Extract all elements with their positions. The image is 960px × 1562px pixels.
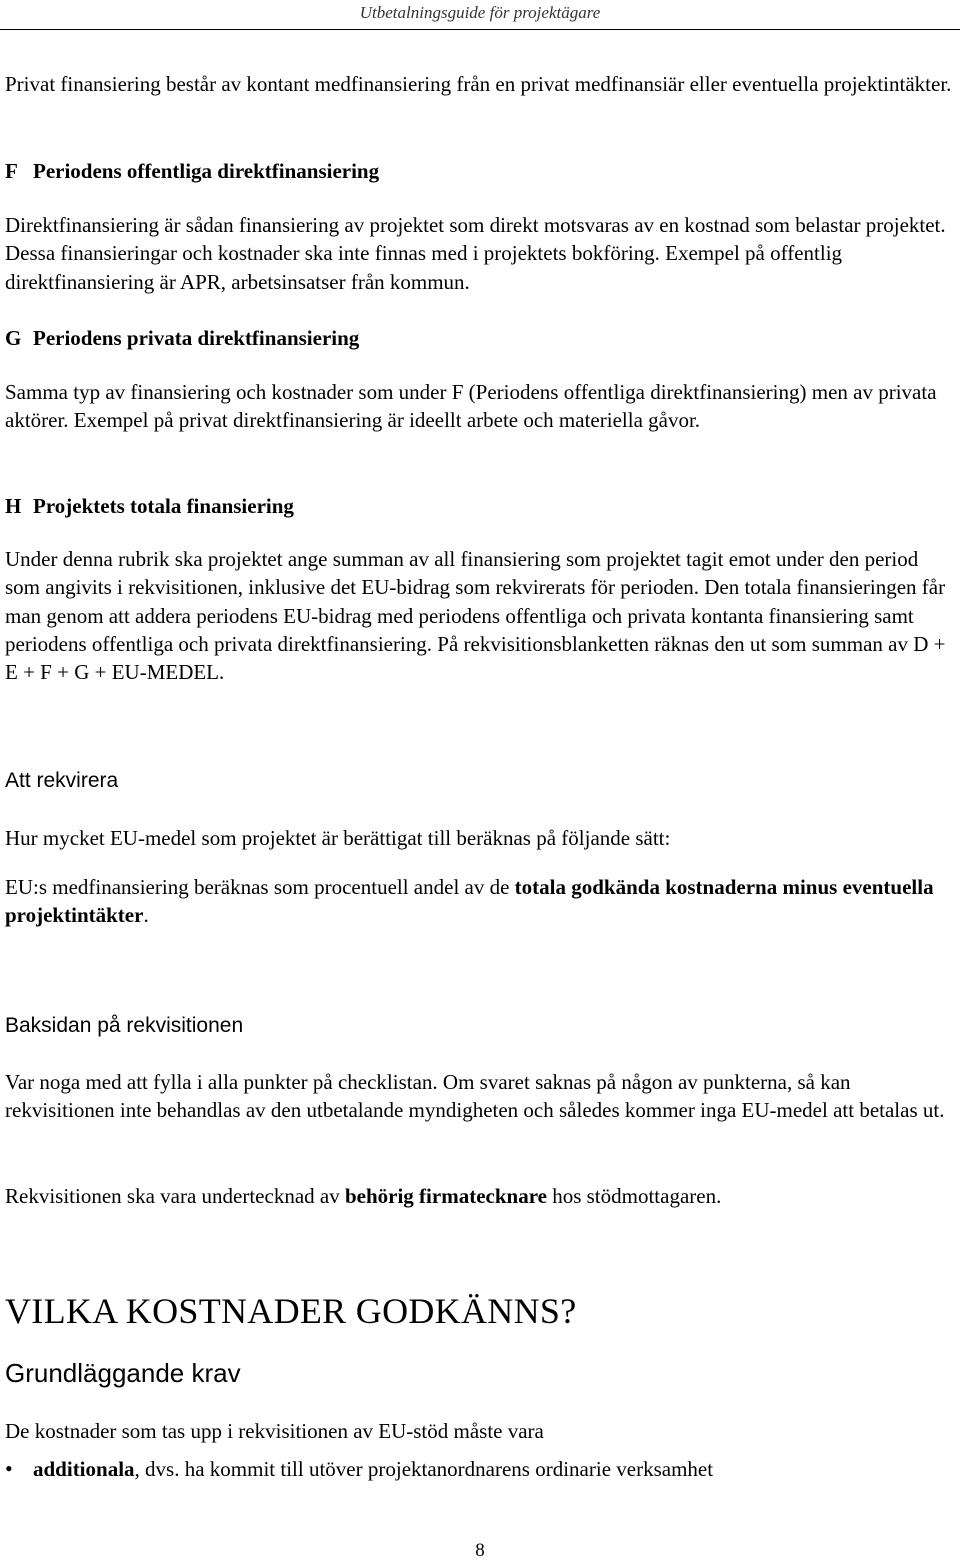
att-rekvirera-heading: Att rekvirera (5, 769, 119, 792)
section-f-title: Periodens offentliga direktfinansiering (33, 159, 380, 183)
att-rekvirera-p2-post: . (143, 903, 149, 928)
section-h-letter: H (5, 494, 22, 518)
page-header (0, 0, 960, 30)
section-f-heading (5, 157, 955, 185)
att-rekvirera-p2-pre: EU:s medfinansiering beräknas som procentuell andel av de (5, 875, 515, 899)
page-number: 8 (475, 1540, 485, 1561)
baksidan-p2-bold: behörig firmatecknare (344, 1184, 547, 1208)
section-h-body: Under denna rubrik ska projektet ange summan av all finansiering som projektet tagit emot under den period som angivits i rekvisitionen, inklusive det EU-bidrag som rekvirerats för perioden. Den totala finansieringen får man genom att addera periodens EU-bidrag med periodens offentliga och privata kontanta finansiering samt periodens offentliga och privata direktfinansiering. På rekvisitionsblanketten räknas den ut som summan av D + E + F + G + EU-MEDEL. (5, 547, 946, 685)
baksidan-heading: Baksidan på rekvisitionen (5, 1014, 244, 1037)
intro-paragraph: Privat finansiering består av kontant medfinansiering från en privat medfinansiär eller eventuella projektintäkter. (5, 72, 952, 96)
grundlaggande-heading: Grundläggande krav (5, 1358, 241, 1388)
list-item-rest: , dvs. ha kommit till utöver projektanordnarens ordinarie verksamhet (134, 1457, 714, 1481)
baksidan-p2 (5, 1182, 955, 1210)
list-item (5, 1455, 955, 1483)
section-h-heading (5, 492, 955, 520)
att-rekvirera-p1: Hur mycket EU-medel som projektet är berättigat till beräknas på följande sätt: (5, 826, 671, 850)
section-f-body: Direktfinansiering är sådan finansiering av projektet som direkt motsvaras av en kostnad som belastar projektet. Dessa finansieringar och kostnader ska inte finnas med i projektets bokföring. Exempel på offentlig direktfinansiering är APR, arbetsinsatser från kommun. (5, 213, 946, 294)
att-rekvirera-p2-bold: totala godkända kostnaderna minus eventuella projektintäkter (5, 875, 934, 928)
section-g-heading (5, 324, 955, 352)
baksidan-p1: Var noga med att fylla i alla punkter på checklistan. Om svaret saknas på någon av punkterna, så kan rekvisitionen inte behandlas av den utbetalande myndigheten och således kommer inga EU-medel att betalas ut. (5, 1070, 945, 1123)
list-item-bold: additionala (33, 1457, 135, 1481)
section-g-letter: G (5, 326, 22, 350)
vilka-intro: De kostnader som tas upp i rekvisitionen av EU-stöd måste vara (5, 1419, 544, 1443)
bullet-icon: • (5, 1456, 13, 1481)
vilka-heading: VILKA KOSTNADER GODKÄNNS? (5, 1291, 577, 1331)
baksidan-p2-post: hos stödmottagaren. (546, 1184, 722, 1208)
section-g-title: Periodens privata direktfinansiering (33, 326, 360, 350)
baksidan-p2-pre: Rekvisitionen ska vara undertecknad av (5, 1184, 345, 1208)
section-f-letter: F (5, 159, 18, 183)
header-title: Utbetalningsguide för projektägare (359, 3, 601, 22)
att-rekvirera-p2 (5, 873, 955, 930)
section-h-title: Projektets totala finansiering (33, 494, 294, 518)
header-rule (0, 29, 960, 30)
section-g-body: Samma typ av finansiering och kostnader som under F (Periodens offentliga direktfinansiering) men av privata aktörer. Exempel på privat direktfinansiering är ideellt arbete och materiella gåvor. (5, 380, 937, 433)
